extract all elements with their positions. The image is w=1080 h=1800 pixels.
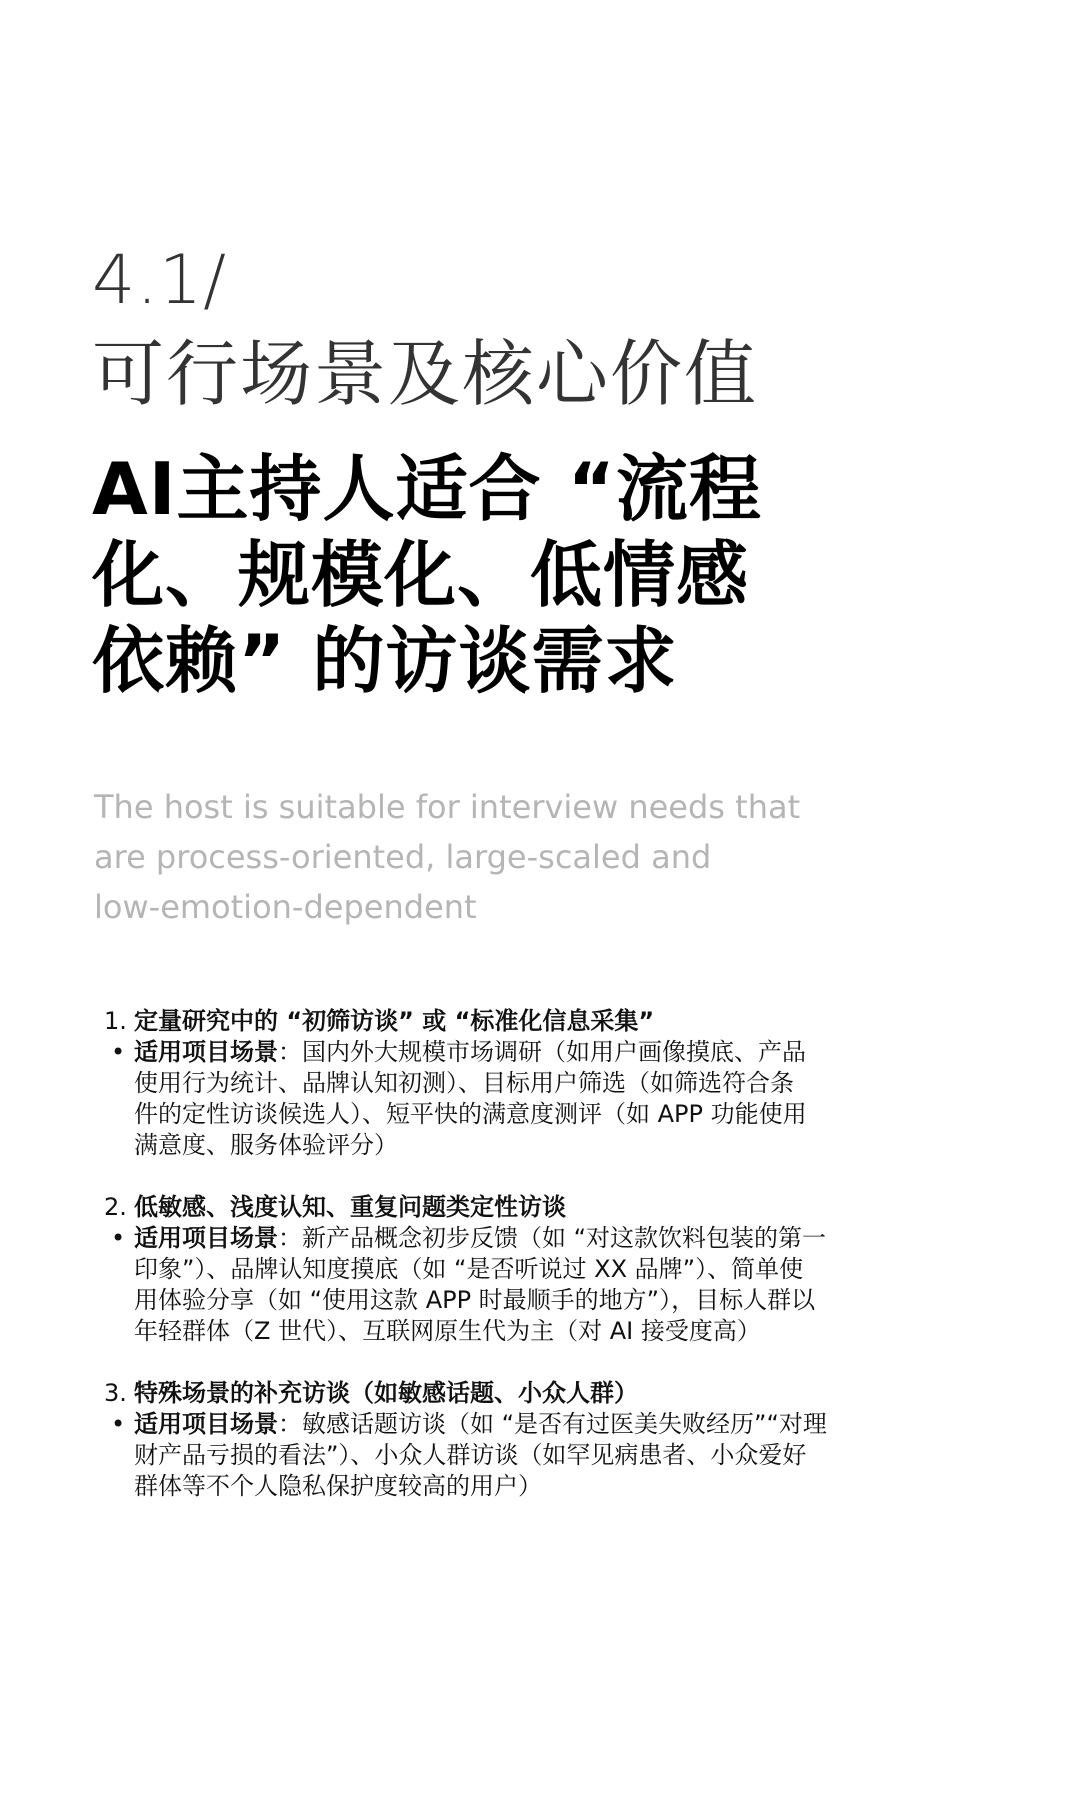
- item-heading-text: 特殊场景的补充访谈（如敏感话题、小众人群）: [134, 1379, 638, 1407]
- detail-text: ：国内外大规模市场调研（如用户画像摸底、产品: [278, 1038, 806, 1066]
- scenario-detail: [104, 1037, 904, 1161]
- item-number: 3.: [104, 1379, 127, 1407]
- detail-line: 满意度、服务体验评分）: [134, 1131, 398, 1159]
- scenario-heading: [104, 1192, 904, 1223]
- scenario-item: [104, 1378, 904, 1502]
- english-subtitle-line: low-emotion-dependent: [94, 888, 477, 926]
- scenario-list: [104, 1006, 904, 1533]
- scenario-detail: [104, 1409, 904, 1502]
- detail-line: 群体等不个人隐私保护度较高的用户）: [134, 1472, 542, 1500]
- scenario-heading: [104, 1006, 904, 1037]
- scenario-heading: [104, 1378, 904, 1409]
- detail-line: [134, 1409, 904, 1440]
- detail-line: 财产品亏损的看法”）、小众人群访谈（如罕见病患者、小众爱好: [134, 1441, 807, 1469]
- bullet-icon: •: [111, 1038, 126, 1066]
- item-heading-text: 低敏感、浅度认知、重复问题类定性访谈: [134, 1193, 566, 1221]
- item-heading-text: 定量研究中的 “初筛访谈” 或 “标准化信息采集”: [134, 1007, 655, 1035]
- detail-label: 适用项目场景: [134, 1224, 278, 1252]
- detail-line: [134, 1037, 904, 1068]
- detail-line: 年轻群体（Z 世代）、互联网原生代为主（对 AI 接受度高）: [134, 1317, 761, 1345]
- detail-text: ：敏感话题访谈（如 “是否有过医美失败经历”“对理: [278, 1410, 827, 1438]
- detail-line: 件的定性访谈候选人）、短平快的满意度测评（如 APP 功能使用: [134, 1100, 807, 1128]
- english-subtitle-line: The host is suitable for interview needs that: [94, 788, 801, 826]
- section-number: 4.1/: [92, 241, 228, 320]
- headline-line: 依赖” 的访谈需求: [92, 619, 678, 703]
- item-number: 1.: [104, 1007, 127, 1035]
- detail-label: 适用项目场景: [134, 1038, 278, 1066]
- scenario-detail: [104, 1223, 904, 1347]
- bullet-icon: •: [111, 1410, 126, 1438]
- english-subtitle-line: are process-oriented, large-scaled and: [94, 838, 712, 876]
- detail-text: ：新产品概念初步反馈（如 “对这款饮料包装的第一: [278, 1224, 827, 1252]
- english-subtitle: [94, 782, 801, 932]
- detail-line: [134, 1223, 904, 1254]
- detail-line: 印象”）、品牌认知度摸底（如 “是否听说过 XX 品牌”）、简单使: [134, 1255, 804, 1283]
- bullet-icon: •: [111, 1224, 126, 1252]
- headline-line: AI主持人适合 “流程: [92, 447, 762, 531]
- scenario-item: [104, 1192, 904, 1347]
- scenario-item: [104, 1006, 904, 1161]
- section-title: 可行场景及核心价值: [92, 332, 759, 416]
- item-number: 2.: [104, 1193, 127, 1221]
- headline: [92, 446, 792, 704]
- detail-label: 适用项目场景: [134, 1410, 278, 1438]
- detail-line: 用体验分享（如 “使用这款 APP 时最顺手的地方”），目标人群以: [134, 1286, 816, 1314]
- headline-line: 化、规模化、低情感: [92, 533, 750, 617]
- detail-line: 使用行为统计、品牌认知初测）、目标用户筛选（如筛选符合条: [134, 1069, 794, 1097]
